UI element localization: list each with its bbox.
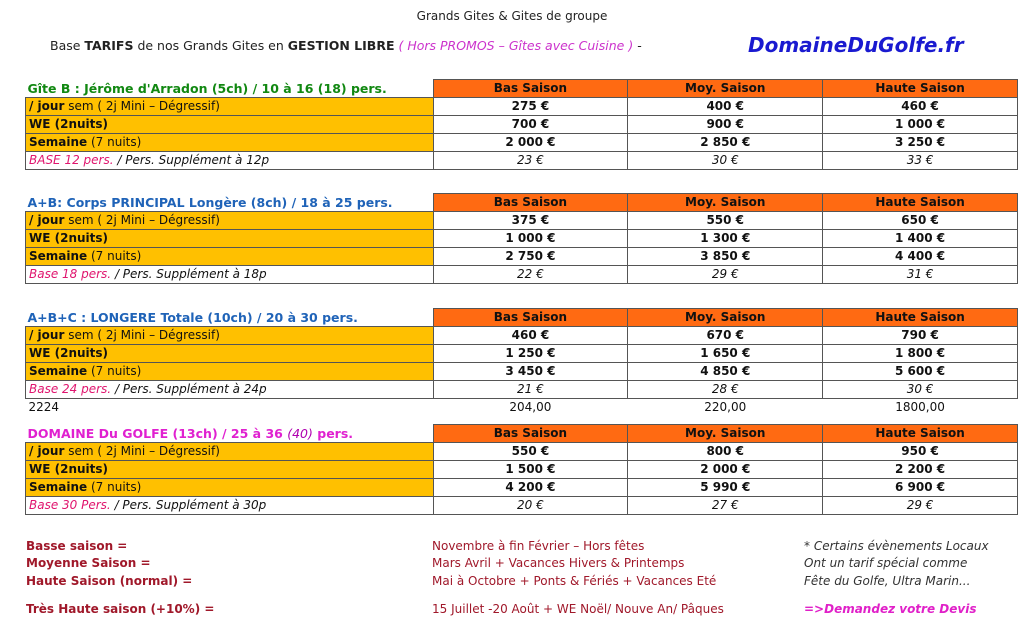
row-label-we: WE (2nuits) [26, 116, 434, 134]
price-cell: 4 850 € [628, 363, 823, 381]
price-cell: 4 400 € [823, 248, 1018, 266]
supp-cell: 22 € [433, 266, 628, 284]
tarif-table-domaine-du-golfe [25, 424, 1018, 515]
season-header-bas: Bas Saison [433, 80, 628, 98]
supp-cell: 20 € [433, 497, 628, 515]
price-cell: 800 € [628, 443, 823, 461]
price-cell: 1 500 € [433, 461, 628, 479]
extra-row-value: 204,00 [509, 400, 552, 414]
price-cell: 2 000 € [628, 461, 823, 479]
supp-cell: 23 € [433, 152, 628, 170]
subtitle-dash: - [633, 38, 642, 53]
row-label-jour: / jour sem ( 2j Mini – Dégressif) [26, 327, 434, 345]
row-label-jour: / jour sem ( 2j Mini – Dégressif) [26, 98, 434, 116]
tarif-table-longere-totale [25, 308, 1018, 416]
price-cell: 1 000 € [823, 116, 1018, 134]
price-cell: 375 € [433, 212, 628, 230]
supp-cell: 28 € [628, 381, 823, 399]
price-cell: 1 650 € [628, 345, 823, 363]
supp-cell: 30 € [823, 381, 1018, 399]
extra-row-value: 1800,00 [895, 400, 945, 414]
price-cell: 5 990 € [628, 479, 823, 497]
legend-desc: Mars Avril + Vacances Hivers & Printemps [432, 556, 685, 570]
legend-name: Haute Saison (normal) = [26, 574, 193, 588]
row-label-we: WE (2nuits) [26, 461, 434, 479]
supp-cell: 30 € [628, 152, 823, 170]
legend-desc: Mai à Octobre + Ponts & Fériés + Vacances Eté [432, 574, 717, 588]
price-cell: 790 € [823, 327, 1018, 345]
price-cell: 2 000 € [433, 134, 628, 152]
row-label-base: Base 30 Pers. / Pers. Supplément à 30p [26, 497, 434, 515]
row-label-semaine: Semaine (7 nuits) [26, 363, 434, 381]
page-subtitle [50, 38, 642, 53]
season-header-moy: Moy. Saison [628, 425, 823, 443]
price-cell: 2 750 € [433, 248, 628, 266]
legend-desc: Novembre à fin Février – Hors fêtes [432, 539, 645, 553]
price-cell: 3 850 € [628, 248, 823, 266]
price-cell: 1 250 € [433, 345, 628, 363]
season-header-moy: Moy. Saison [628, 80, 823, 98]
price-cell: 670 € [628, 327, 823, 345]
price-cell: 6 900 € [823, 479, 1018, 497]
supp-cell: 29 € [823, 497, 1018, 515]
row-label-semaine: Semaine (7 nuits) [26, 248, 434, 266]
tarif-table-corps-principal [25, 193, 1018, 284]
season-header-haute: Haute Saison [823, 80, 1018, 98]
price-cell: 550 € [628, 212, 823, 230]
table-title: A+B+C : LONGERE Totale (10ch) / 20 à 30 pers. [27, 309, 358, 325]
legend-name: Basse saison = [26, 539, 128, 553]
extra-row-label: 2224 [28, 400, 60, 414]
subtitle-pre: Base [50, 38, 85, 53]
subtitle-promo: ( Hors PROMOS – Gîtes avec Cuisine ) [394, 38, 634, 53]
row-label-semaine: Semaine (7 nuits) [26, 479, 434, 497]
price-cell: 550 € [433, 443, 628, 461]
row-label-we: WE (2nuits) [26, 345, 434, 363]
supp-cell: 33 € [823, 152, 1018, 170]
price-cell: 2 850 € [628, 134, 823, 152]
row-label-jour: / jour sem ( 2j Mini – Dégressif) [26, 212, 434, 230]
legend-note: * Certains évènements Locaux [804, 539, 989, 553]
price-cell: 700 € [433, 116, 628, 134]
price-cell: 950 € [823, 443, 1018, 461]
price-cell: 3 450 € [433, 363, 628, 381]
price-cell: 1 300 € [628, 230, 823, 248]
row-label-semaine: Semaine (7 nuits) [26, 134, 434, 152]
price-cell: 5 600 € [823, 363, 1018, 381]
season-header-bas: Bas Saison [433, 425, 628, 443]
subtitle-mid: de nos Grands Gites en [133, 38, 288, 53]
season-header-bas: Bas Saison [433, 309, 628, 327]
price-cell: 3 250 € [823, 134, 1018, 152]
table-title: A+B: Corps PRINCIPAL Longère (8ch) / 18 à 25 pers. [27, 194, 393, 210]
legend-name: Moyenne Saison = [26, 556, 151, 570]
supp-cell: 31 € [823, 266, 1018, 284]
row-label-jour: / jour sem ( 2j Mini – Dégressif) [26, 443, 434, 461]
table-title: Gîte B : Jérôme d'Arradon (5ch) / 10 à 16 (18) pers. [27, 80, 387, 96]
price-cell: 460 € [823, 98, 1018, 116]
price-cell: 2 200 € [823, 461, 1018, 479]
row-label-base: Base 18 pers. / Pers. Supplément à 18p [26, 266, 434, 284]
price-cell: 1 800 € [823, 345, 1018, 363]
season-header-haute: Haute Saison [823, 425, 1018, 443]
season-header-haute: Haute Saison [823, 309, 1018, 327]
supp-cell: 21 € [433, 381, 628, 399]
row-label-we: WE (2nuits) [26, 230, 434, 248]
legend-note: Fête du Golfe, Ultra Marin... [804, 574, 971, 588]
supp-cell: 27 € [628, 497, 823, 515]
row-label-base: BASE 12 pers. / Pers. Supplément à 12p [26, 152, 434, 170]
price-cell: 275 € [433, 98, 628, 116]
subtitle-tarifs: TARIFS [84, 38, 134, 53]
page-title: Grands Gites & Gites de groupe [416, 9, 608, 23]
price-cell: 460 € [433, 327, 628, 345]
tarif-table-gite-b [25, 79, 1018, 170]
brand-link[interactable]: DomaineDuGolfe.fr [748, 33, 964, 57]
row-label-base: Base 24 pers. / Pers. Supplément à 24p [26, 381, 434, 399]
table-title: DOMAINE Du GOLFE (13ch) / 25 à 36 (40) pers. [27, 425, 354, 441]
supp-cell: 29 € [628, 266, 823, 284]
devis-link[interactable]: =>Demandez votre Devis [804, 602, 977, 616]
legend-desc: 15 Juillet -20 Août + WE Noël/ Nouve An/ Pâques [432, 602, 724, 616]
price-cell: 650 € [823, 212, 1018, 230]
season-header-haute: Haute Saison [823, 194, 1018, 212]
extra-row-value: 220,00 [704, 400, 747, 414]
season-header-moy: Moy. Saison [628, 309, 823, 327]
price-cell: 4 200 € [433, 479, 628, 497]
price-cell: 1 000 € [433, 230, 628, 248]
subtitle-gestion: GESTION LIBRE [287, 38, 395, 53]
season-header-bas: Bas Saison [433, 194, 628, 212]
legend-note: Ont un tarif spécial comme [804, 556, 968, 570]
price-cell: 400 € [628, 98, 823, 116]
season-header-moy: Moy. Saison [628, 194, 823, 212]
legend-name: Très Haute saison (+10%) = [26, 602, 215, 616]
price-cell: 900 € [628, 116, 823, 134]
price-cell: 1 400 € [823, 230, 1018, 248]
